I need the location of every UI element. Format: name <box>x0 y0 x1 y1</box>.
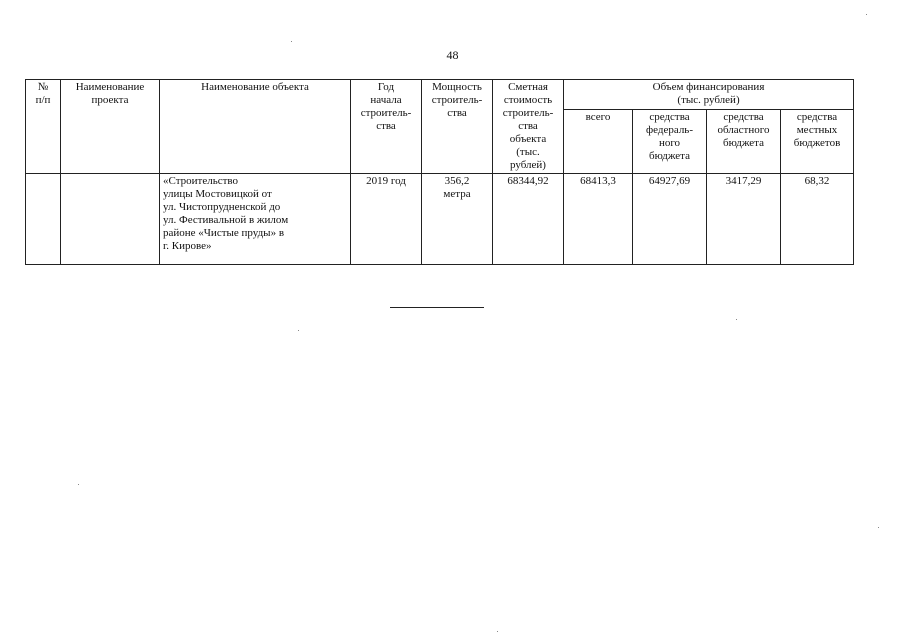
cell-project-name <box>61 174 160 265</box>
cell-regional: 3417,29 <box>707 174 781 265</box>
cell-total: 68413,3 <box>564 174 633 265</box>
financing-table <box>25 79 854 265</box>
header-start-year: Год начала строитель- ства <box>351 80 422 174</box>
scan-speck <box>291 41 292 42</box>
header-local: средства местных бюджетов <box>781 109 854 173</box>
header-capacity: Мощность строитель- ства <box>422 80 493 174</box>
cell-num <box>26 174 61 265</box>
cell-start-year: 2019 год <box>351 174 422 265</box>
scan-speck <box>866 14 867 15</box>
table-row <box>26 174 854 265</box>
cell-object-name: «Строительство улицы Мостовицкой от ул. Чистопрудненской до ул. Фестивальной в жилом районе «Чистые пруды» в г. Кирове» <box>160 174 351 265</box>
header-total: всего <box>564 109 633 173</box>
cell-estimated-cost: 68344,92 <box>493 174 564 265</box>
page-number: 48 <box>446 48 459 62</box>
cell-capacity: 356,2 метра <box>422 174 493 265</box>
header-object-name: Наименование объекта <box>160 80 351 174</box>
cell-federal: 64927,69 <box>633 174 707 265</box>
scan-speck <box>497 631 498 632</box>
header-regional: средства областного бюджета <box>707 109 781 173</box>
scan-speck <box>878 527 879 528</box>
header-num: № п/п <box>26 80 61 174</box>
scan-speck <box>736 319 737 320</box>
header-row <box>26 80 854 110</box>
header-financing-group: Объем финансирования (тыс. рублей) <box>564 80 854 110</box>
closing-rule <box>390 307 484 308</box>
scan-speck <box>298 330 299 331</box>
header-federal: средства федераль- ного бюджета <box>633 109 707 173</box>
scan-speck <box>78 484 79 485</box>
cell-local: 68,32 <box>781 174 854 265</box>
header-estimated-cost: Сметная стоимость строитель- ства объекта (тыс. рублей) <box>493 80 564 174</box>
header-project-name: Наименование проекта <box>61 80 160 174</box>
